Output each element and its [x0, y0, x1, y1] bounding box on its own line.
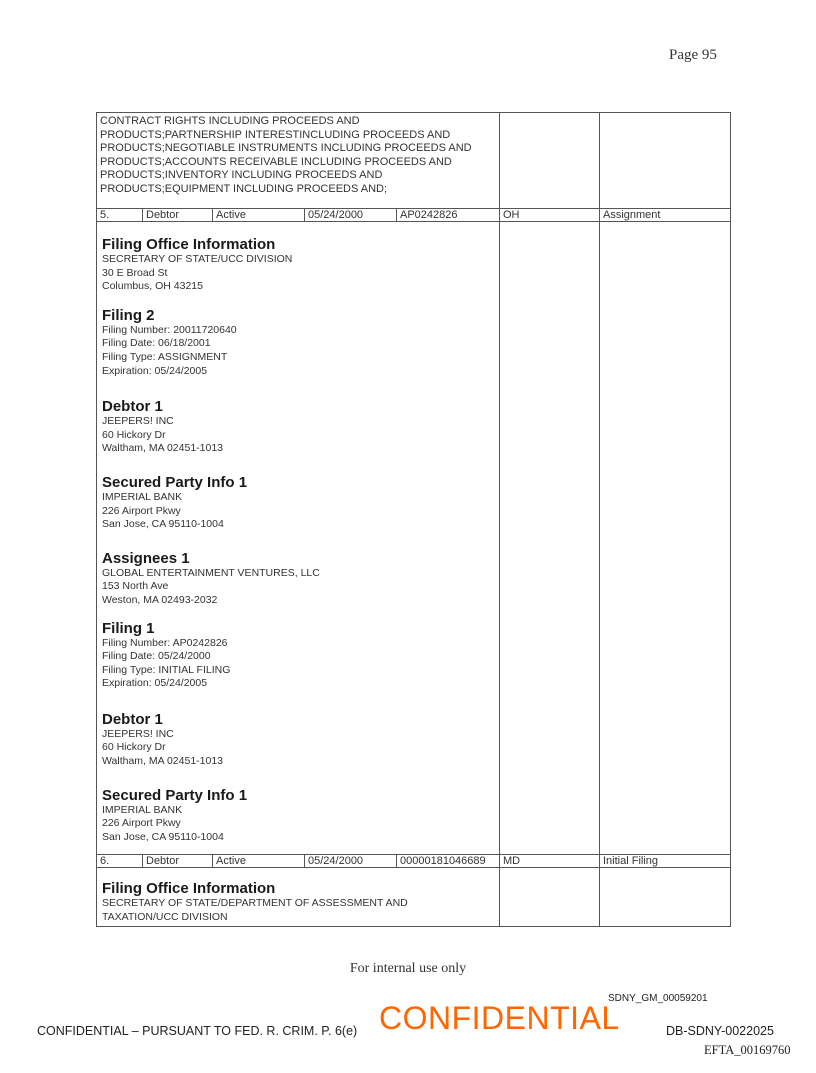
- bates-number: SDNY_GM_00059201: [608, 993, 708, 1004]
- table-row-6: [97, 855, 731, 868]
- info-line: TAXATION/UCC DIVISION: [102, 910, 228, 923]
- info-line: Expiration: 05/24/2005: [102, 364, 208, 377]
- filing-type: Initial Filing: [600, 855, 731, 868]
- filing-status: Active: [213, 209, 305, 222]
- info-line: IMPERIAL BANK: [102, 490, 183, 503]
- detail-section: [102, 236, 495, 294]
- detail-section: [102, 474, 495, 532]
- collateral-line: PRODUCTS;PARTNERSHIP INTERESTINCLUDING PROCEEDS AND: [100, 128, 451, 141]
- info-line: SECRETARY OF STATE/UCC DIVISION: [102, 253, 293, 265]
- info-line: Filing Type: ASSIGNMENT: [102, 350, 228, 363]
- info-line: 60 Hickory Dr: [102, 428, 166, 441]
- section-title: Filing 1: [102, 619, 155, 637]
- info-line: 226 Airport Pkwy: [102, 817, 181, 830]
- section-title: Filing 2: [102, 306, 155, 324]
- collateral-line: PRODUCTS;ACCOUNTS RECEIVABLE INCLUDING PROCEEDS AND: [100, 155, 452, 168]
- collateral-row: [97, 113, 731, 209]
- collateral-line: PRODUCTS;EQUIPMENT INCLUDING PROCEEDS AND;: [100, 182, 388, 195]
- detail-section: [102, 711, 495, 769]
- detail-section: [102, 787, 495, 845]
- info-line: Waltham, MA 02451-1013: [102, 442, 224, 455]
- section-title: Debtor 1: [102, 398, 163, 416]
- empty-cell: [600, 868, 731, 927]
- row6-details: [100, 880, 495, 924]
- filing-number: AP0242826: [397, 209, 500, 222]
- row-number: 5.: [97, 209, 143, 222]
- row6-detail-cell: [97, 868, 500, 927]
- ucc-filings-table: [96, 112, 731, 927]
- section-title: Secured Party Info 1: [102, 473, 248, 491]
- detail-section: [102, 880, 495, 924]
- info-line: Filing Date: 06/18/2001: [102, 337, 211, 350]
- section-title: Secured Party Info 1: [102, 786, 248, 804]
- info-line: Waltham, MA 02451-1013: [102, 755, 224, 768]
- row-number: 6.: [97, 855, 143, 868]
- collateral-description: [97, 113, 500, 209]
- info-line: Filing Number: AP0242826: [102, 636, 228, 649]
- filing-state: MD: [500, 855, 600, 868]
- info-line: Filing Number: 20011720640: [102, 323, 237, 336]
- empty-cell: [600, 222, 731, 855]
- info-line: JEEPERS! INC: [102, 727, 174, 740]
- confidential-notice: CONFIDENTIAL – PURSUANT TO FED. R. CRIM. P. 6(e): [37, 1024, 358, 1038]
- info-line: 60 Hickory Dr: [102, 741, 166, 754]
- filing-state: OH: [500, 209, 600, 222]
- detail-section: [102, 398, 495, 456]
- detail-section: [102, 550, 495, 608]
- info-line: 30 E Broad St: [102, 266, 168, 279]
- collateral-lines: [100, 115, 495, 197]
- info-line: Expiration: 05/24/2005: [102, 677, 208, 690]
- collateral-line: PRODUCTS;INVENTORY INCLUDING PROCEEDS AND: [100, 169, 383, 182]
- info-line: Columbus, OH 43215: [102, 280, 203, 293]
- detail-section: [102, 620, 495, 691]
- efta-id: EFTA_00169760: [704, 1043, 791, 1057]
- empty-cell: [600, 113, 731, 209]
- info-line: Filing Date: 05/24/2000: [102, 650, 211, 663]
- party-role: Debtor: [143, 855, 213, 868]
- empty-cell: [500, 222, 600, 855]
- internal-use-notice: For internal use only: [349, 961, 467, 976]
- party-role: Debtor: [143, 209, 213, 222]
- filing-number: 00000181046689: [397, 855, 500, 868]
- document-id: DB-SDNY-0022025: [666, 1024, 774, 1038]
- collateral-line: CONTRACT RIGHTS INCLUDING PROCEEDS AND: [100, 115, 360, 127]
- info-line: JEEPERS! INC: [102, 415, 174, 428]
- empty-cell: [500, 113, 600, 209]
- info-line: 226 Airport Pkwy: [102, 504, 181, 517]
- info-line: Weston, MA 02493-2032: [102, 593, 218, 606]
- filing-date: 05/24/2000: [305, 855, 397, 868]
- info-line: San Jose, CA 95110-1004: [102, 830, 224, 843]
- table-row-5: [97, 209, 731, 222]
- info-line: Filing Type: INITIAL FILING: [102, 663, 231, 676]
- empty-cell: [500, 868, 600, 927]
- info-line: GLOBAL ENTERTAINMENT VENTURES, LLC: [102, 566, 320, 579]
- collateral-line: PRODUCTS;NEGOTIABLE INSTRUMENTS INCLUDING PROCEEDS AND: [100, 142, 472, 155]
- confidential-stamp: CONFIDENTIAL: [379, 1000, 620, 1036]
- detail-section: [102, 307, 495, 378]
- section-title: Debtor 1: [102, 710, 163, 728]
- section-title: Filing Office Information: [102, 880, 276, 897]
- section-title: Filing Office Information: [102, 236, 276, 253]
- page-number: Page 95: [669, 47, 717, 63]
- row5-details: [100, 236, 495, 844]
- row6-detail-row: [97, 868, 731, 927]
- section-title: Assignees 1: [102, 549, 190, 567]
- filing-status: Active: [213, 855, 305, 868]
- info-line: SECRETARY OF STATE/DEPARTMENT OF ASSESSMENT AND: [102, 897, 408, 909]
- info-line: 153 North Ave: [102, 580, 169, 593]
- filing-date: 05/24/2000: [305, 209, 397, 222]
- filing-type: Assignment: [600, 209, 731, 222]
- row5-detail-row: [97, 222, 731, 855]
- info-line: San Jose, CA 95110-1004: [102, 518, 224, 531]
- row5-detail-cell: [97, 222, 500, 855]
- info-line: IMPERIAL BANK: [102, 803, 183, 816]
